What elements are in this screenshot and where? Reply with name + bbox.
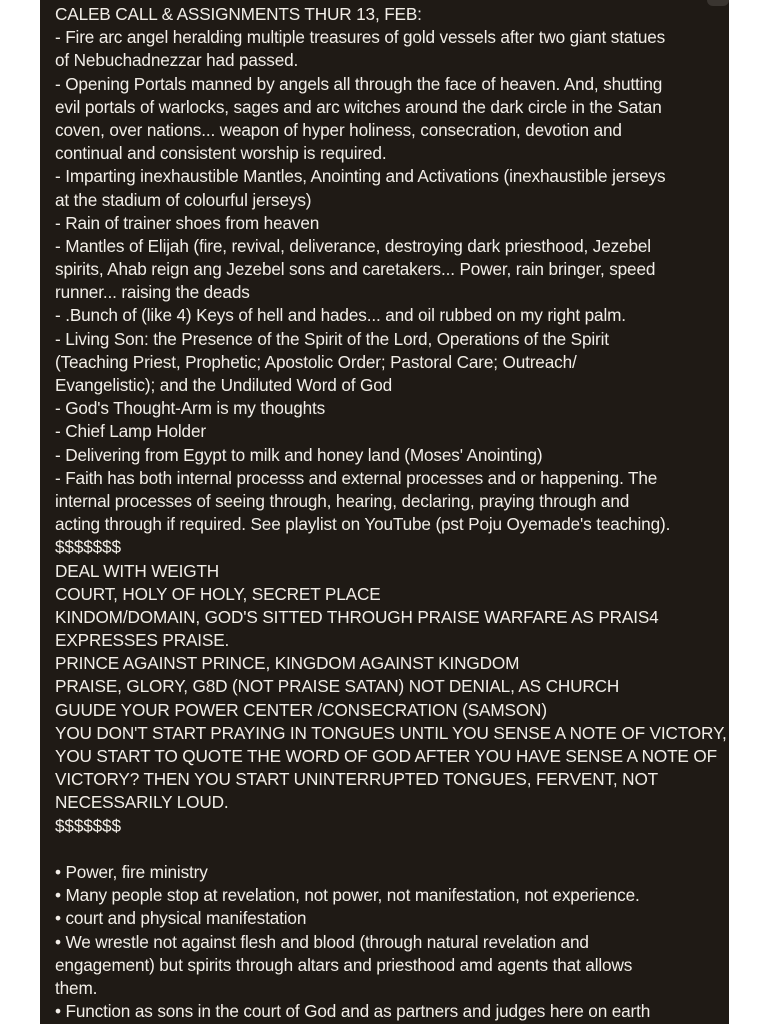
note-line: PRINCE AGAINST PRINCE, KINGDOM AGAINST KINGDOM: [55, 653, 520, 674]
bullets-section: [55, 838, 725, 1024]
note-line: continual and consistent worship is required.: [55, 143, 387, 164]
note-line: (Teaching Priest, Prophetic; Apostolic Order; Pastoral Care; Outreach/: [55, 351, 577, 372]
note-line: coven, over nations... weapon of hyper holiness, consecration, devotion and: [55, 119, 622, 140]
separator-line: $$$$$$$: [55, 815, 121, 836]
note-line: spirits, Ahab reign ang Jezebel sons and caretakers... Power, rain bringer, speed: [55, 259, 656, 280]
bullet-item: • Power, fire ministry: [55, 861, 208, 882]
note-line: - Opening Portals manned by angels all through the face of heaven. And, shutting: [55, 73, 663, 94]
note-text: [55, 3, 725, 1023]
note-line: internal processes of seeing through, hearing, declaring, praying through and: [55, 490, 630, 511]
note-line: - Imparting inexhaustible Mantles, Anointing and Activations (inexhaustible jerseys: [55, 166, 666, 187]
note-line: of Nebuchadnezzar had passed.: [55, 50, 299, 71]
note-line: EXPRESSES PRAISE.: [55, 630, 230, 651]
bullet-item: • Many people stop at revelation, not power, not manifestation, not experience.: [55, 885, 640, 906]
note-line: engagement) but spirits through altars and priesthood amd agents that allows: [55, 954, 633, 975]
note-line: evil portals of warlocks, sages and arc witches around the dark circle in the Satan: [55, 96, 662, 117]
note-line: COURT, HOLY OF HOLY, SECRET PLACE: [55, 583, 381, 604]
note-line: - Living Son: the Presence of the Spirit of the Lord, Operations of the Spirit: [55, 328, 609, 349]
blank-line: [55, 838, 725, 861]
note-line: runner... raising the deads: [55, 282, 250, 303]
note-line: YOU DON'T START PRAYING IN TONGUES UNTIL YOU SENSE A NOTE OF VICTORY,: [55, 722, 727, 743]
section-heading: DEAL WITH WEIGTH: [55, 560, 220, 581]
note-line: KINDOM/DOMAIN, GOD'S SITTED THROUGH PRAISE WARFARE AS PRAIS4: [55, 606, 659, 627]
note-line: VICTORY? THEN YOU START UNINTERRUPTED TONGUES, FERVENT, NOT: [55, 769, 659, 790]
note-line: NECESSARILY LOUD.: [55, 792, 229, 813]
note-line: Evangelistic); and the Undiluted Word of God: [55, 375, 393, 395]
bullet-item: • We wrestle not against flesh and blood (through natural revelation and: [55, 931, 589, 952]
note-line: them.: [55, 977, 98, 998]
note-line: - Rain of trainer shoes from heaven: [55, 212, 320, 233]
separator-line: $$$$$$$: [55, 537, 121, 558]
assignments-section: [55, 3, 725, 560]
bullet-item: • court and physical manifestation: [55, 908, 307, 929]
note-line: - God's Thought-Arm is my thoughts: [55, 398, 326, 419]
note-line: acting through if required. See playlist on YouTube (pst Poju Oyemade's teaching).: [55, 514, 671, 535]
note-card: [40, 0, 729, 1024]
note-line: - Faith has both internal processs and external processes and or happening. The: [55, 467, 658, 488]
note-line: - Mantles of Elijah (fire, revival, deliverance, destroying dark priesthood, Jezebel: [55, 235, 651, 256]
note-line: - .Bunch of (like 4) Keys of hell and hades... and oil rubbed on my right palm.: [55, 305, 626, 326]
note-line: at the stadium of colourful jerseys): [55, 189, 312, 210]
note-title: CALEB CALL & ASSIGNMENTS THUR 13, FEB:: [55, 4, 422, 24]
note-line: YOU START TO QUOTE THE WORD OF GOD AFTER YOU HAVE SENSE A NOTE OF: [55, 746, 717, 766]
note-line: - Fire arc angel heralding multiple treasures of gold vessels after two giant statues: [55, 27, 666, 48]
note-line: PRAISE, GLORY, G8D (NOT PRAISE SATAN) NOT DENIAL, AS CHURCH: [55, 676, 620, 697]
note-line: - Chief Lamp Holder: [55, 421, 206, 442]
note-line: GUUDE YOUR POWER CENTER /CONSECRATION (SAMSON): [55, 699, 547, 720]
weight-section: [55, 560, 725, 838]
note-line: - Delivering from Egypt to milk and honey land (Moses' Anointing): [55, 444, 543, 465]
bullet-item: • Function as sons in the court of God and as partners and judges here on earth: [55, 1001, 651, 1022]
